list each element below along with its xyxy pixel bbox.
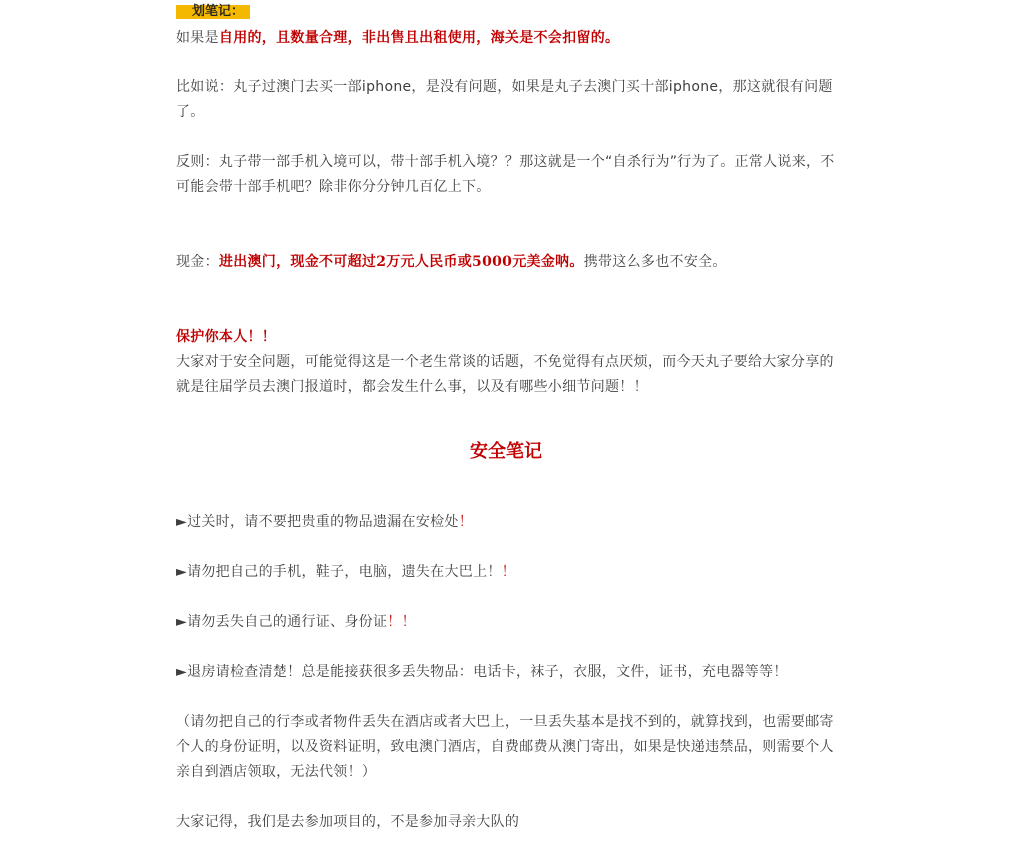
customs-rule: 如果是自用的，且数量合理，非出售且出租使用，海关是不会扣留的。 bbox=[176, 30, 620, 46]
section-title: 安全笔记 bbox=[470, 441, 542, 462]
cash-rule-highlight: 进出澳门，现金不可超过2万元人民币或5000元美金呐。 bbox=[218, 254, 584, 270]
bullet-item: ►请勿丢失自己的通行证、身份证！！ bbox=[176, 614, 416, 630]
cash-rule: 现金：进出澳门，现金不可超过2万元人民币或5000元美金呐。携带这么多也不安全。 bbox=[176, 254, 727, 270]
bullet-item: ►退房请检查清楚！总是能接获很多丢失物品：电话卡，袜子，衣服，文件，证书，充电器等等！ bbox=[176, 664, 788, 680]
bullet-item: ►过关时，请不要把贵重的物品遗漏在安检处！ bbox=[176, 514, 474, 530]
highlight-tag: 划笔记： bbox=[176, 5, 250, 19]
protect-paragraph: 大家对于安全问题，可能觉得这是一个老生常谈的话题，不免觉得有点厌烦，而今天丸子要给大家分享的就是往届学员去澳门报道时，都会发生什么事，以及有哪些小细节问题！！ bbox=[176, 354, 834, 395]
customs-rule-highlight: 自用的，且数量合理，非出售且出租使用，海关是不会扣留的。 bbox=[218, 30, 620, 46]
closing-line: 大家记得，我们是去参加项目的，不是参加寻亲大队的 bbox=[176, 814, 520, 830]
bullet-note: （请勿把自己的行李或者物件丢失在酒店或者大巴上，一旦丢失基本是找不到的，就算找到，也需要邮寄个人的身份证明，以及资料证明，致电澳门酒店，自费邮费从澳门寄出，如果是快递违禁品，则需要个人亲自到酒店领取，无法代领！） bbox=[176, 714, 834, 780]
protect-heading: 保护你本人！！ bbox=[176, 329, 277, 345]
counter-example-paragraph: 反则：丸子带一部手机入境可以，带十部手机入境？？那这就是一个“自杀行为”行为了。正常人说来，不可能会带十部手机吧？除非你分分钟几百亿上下。 bbox=[176, 154, 835, 195]
bullet-item: ►请勿把自己的手机，鞋子，电脑，遗失在大巴上！！ bbox=[176, 564, 516, 580]
example-paragraph: 比如说：丸子过澳门去买一部iphone，是没有问题，如果是丸子去澳门买十部iphone，那这就很有问题了。 bbox=[176, 79, 833, 120]
